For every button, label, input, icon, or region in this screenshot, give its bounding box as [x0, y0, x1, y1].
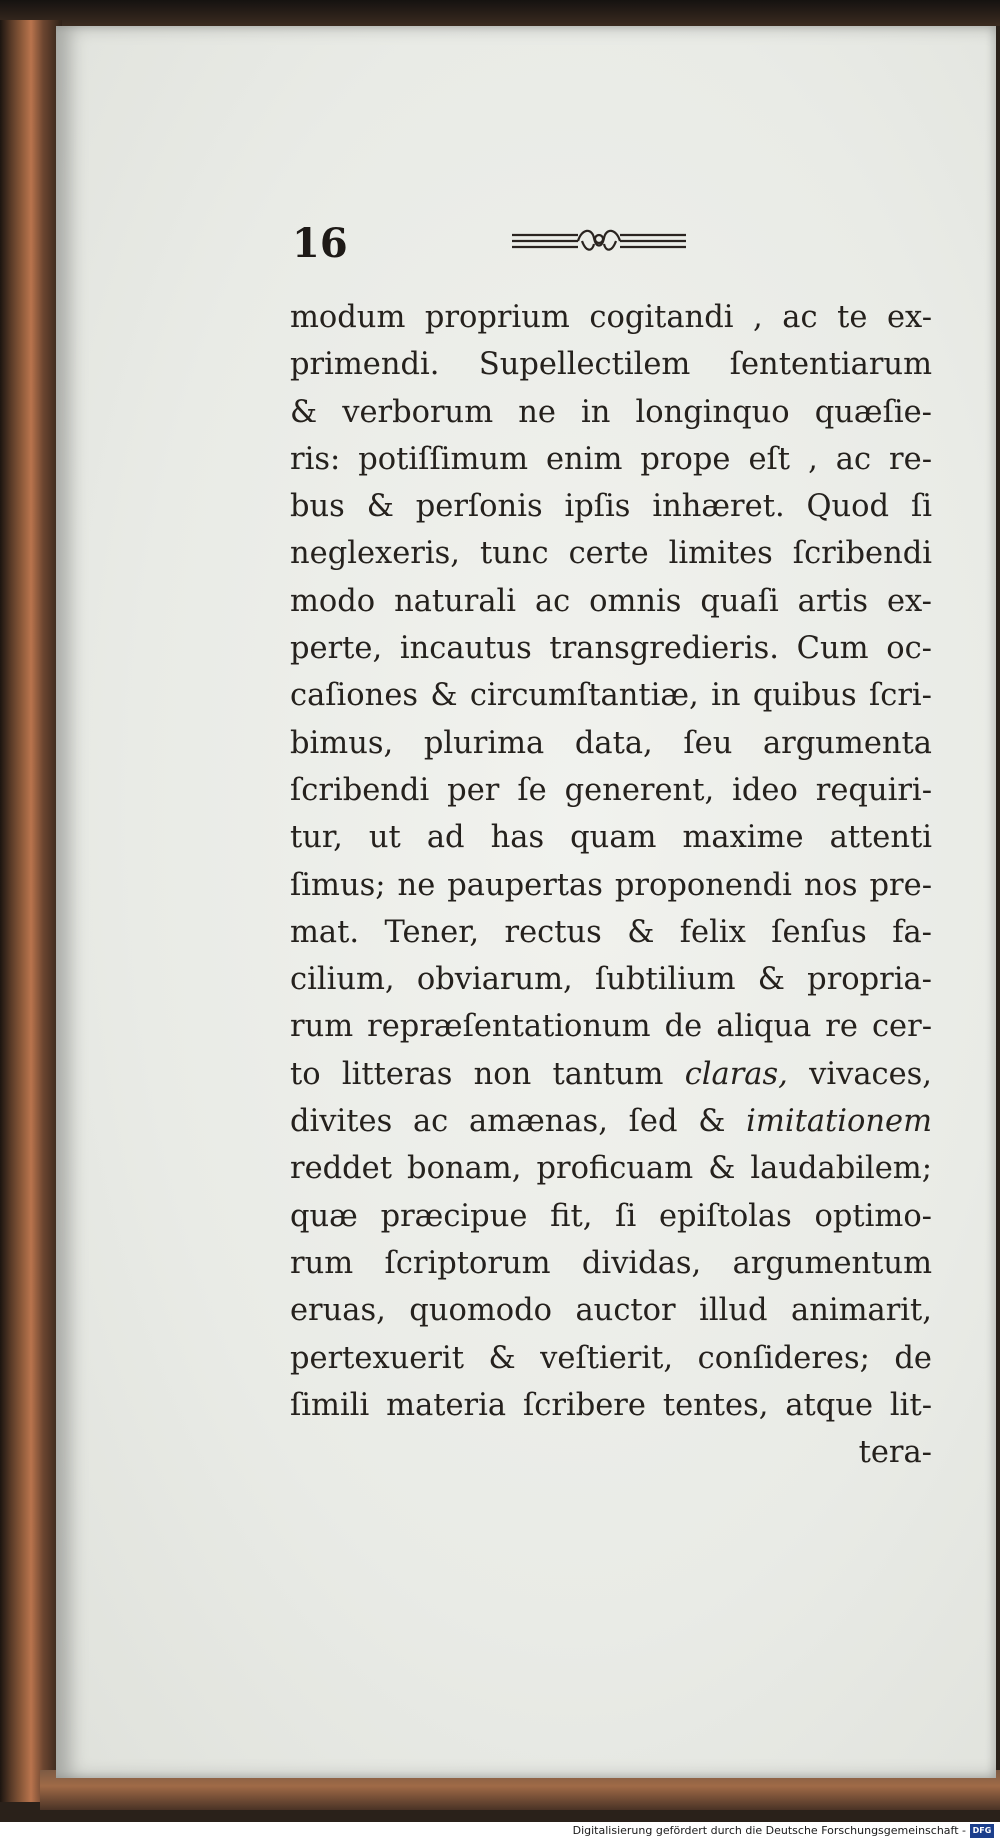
dfg-logo: DFG	[970, 1824, 994, 1838]
text-line: tur, ut ad has quam maxime attenti	[290, 820, 932, 856]
text-segment: to litteras non tantum	[290, 1056, 664, 1092]
text-segment: divites ac amænas, ſed &	[290, 1104, 726, 1140]
text-line: & verborum ne in longinquo quæſie-	[290, 394, 932, 430]
text-line: modo naturali ac omnis quaſi artis ex-	[290, 583, 932, 619]
text-line: rum repræſentationum de aliqua re cer-	[290, 1009, 932, 1045]
text-line: ris: potiſſimum enim prope eſt , ac re-	[290, 441, 932, 477]
text-line: mat. Tener, rectus & felix ſenſus fa-	[290, 914, 932, 950]
catchword: tera-	[858, 1435, 932, 1471]
book-top-edge	[0, 0, 1000, 26]
text-line: eruas, quomodo auctor illud animarit,	[290, 1293, 932, 1329]
text-line: bus & perſonis ipſis inhæret. Quod ſi	[290, 489, 932, 525]
book-spine-edge	[0, 20, 62, 1802]
body-text	[290, 294, 932, 1476]
italic-word-imitationem: imitationem	[746, 1104, 932, 1140]
text-line: rum ſcriptorum dividas, argumentum	[290, 1245, 932, 1281]
decorative-rule-ornament-icon	[510, 224, 688, 258]
text-line: reddet bonam, proficuam & laudabilem;	[290, 1151, 932, 1187]
text-line: neglexeris, tunc certe limites ſcribendi	[290, 536, 932, 572]
text-line-with-italic	[290, 1098, 932, 1145]
text-line: perte, incautus transgredieris. Cum oc-	[290, 631, 932, 667]
text-line-with-italic	[290, 1051, 932, 1098]
text-line: ſimili materia ſcribere tentes, atque lit-	[290, 1387, 932, 1423]
italic-word-claras: claras,	[684, 1056, 788, 1092]
text-line: primendi. Supellectilem ſententiarum	[290, 347, 932, 383]
text-line: ſimus; ne paupertas proponendi nos pre-	[290, 867, 932, 903]
text-line: quæ præcipue fit, ſi epiſtolas optimo-	[290, 1198, 932, 1234]
text-line: bimus, plurima data, ſeu argumenta	[290, 725, 932, 761]
text-line: ſcribendi per ſe generent, ideo requiri-	[290, 772, 932, 808]
text-line: pertexuerit & veſtierit, conſideres; de	[290, 1340, 932, 1376]
text-line: modum proprium cogitandi , ac te ex-	[290, 300, 932, 335]
text-line: cilium, obviarum, ſubtilium & propria-	[290, 962, 932, 998]
text-segment: vivaces,	[809, 1056, 932, 1092]
digitization-credit: Digitalisierung gefördert durch die Deutsche Forschungsgemeinschaft -	[572, 1824, 966, 1837]
page-number: 16	[292, 220, 348, 267]
text-line: caſiones & circumſtantiæ, in quibus ſcri-	[290, 678, 932, 714]
